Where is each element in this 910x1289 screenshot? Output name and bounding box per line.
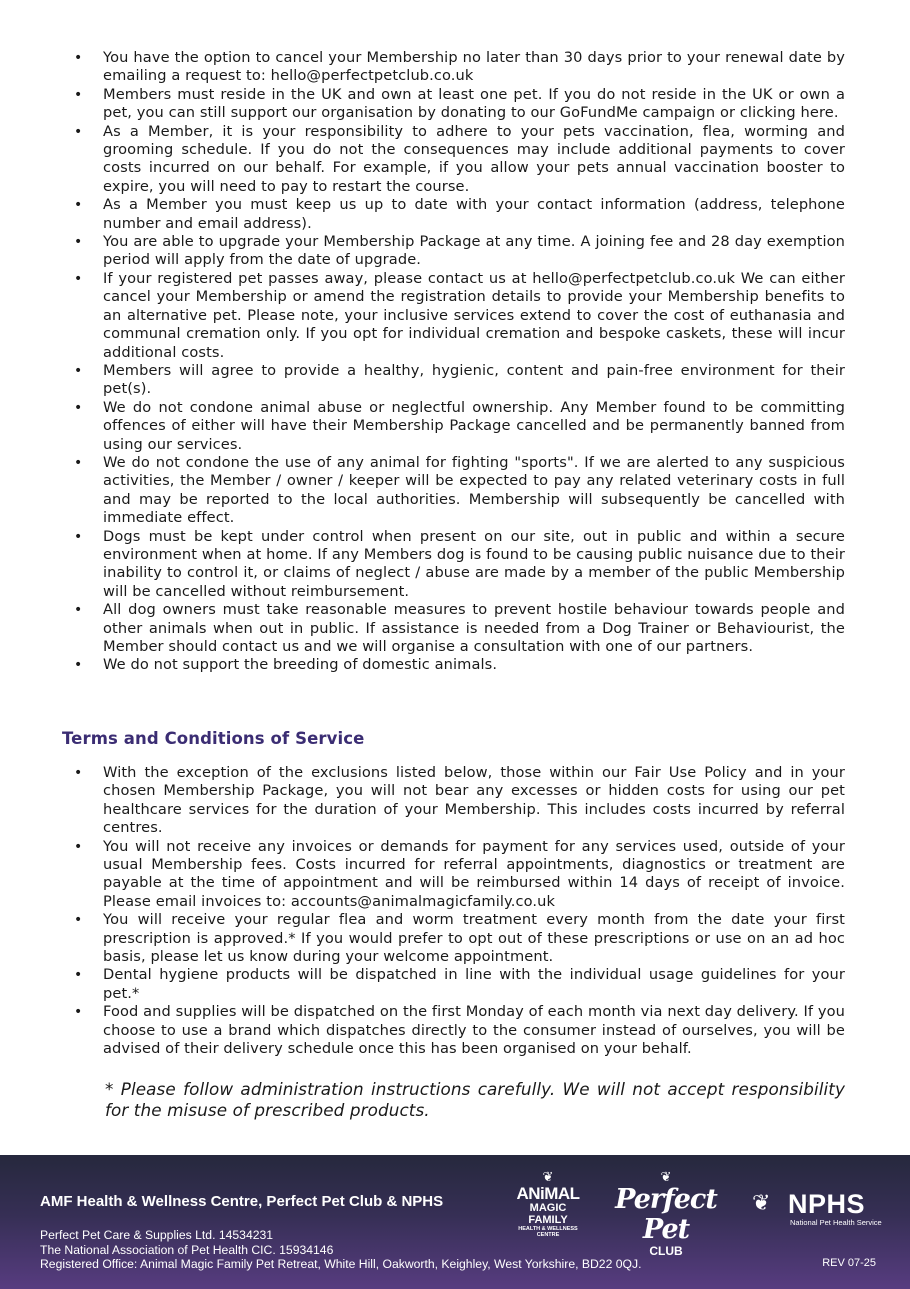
footer-line: Registered Office: Animal Magic Family Pet Retreat, White Hill, Oakworth, Keighley, West Yorkshire, BD22 0QJ.: [40, 1257, 642, 1272]
list-item: • If your registered pet passes away, please contact us at hello@perfectpetclub.co.uk We can either cancel your Membership or amend the registration details to provide your Membership benefits to an alternative pet. Please note, your inclusive services extend to cover the cost of euthanasia and communal cremation only. If you opt for individual cremation and bespoke caskets, these will incur additional costs.: [0, 270, 845, 362]
footer-line: The National Association of Pet Health CIC. 15934146: [40, 1242, 334, 1257]
footer-line: Perfect Pet Care & Supplies Ltd. 14534231: [40, 1228, 274, 1242]
list-item: • Dogs must be kept under control when present on our site, out in public and within a secure environment when at home. If any Members dog is found to be causing public nuisance due to their inability to control it, or claims of neglect / abuse are made by a member of the public Membership will be cancelled without reimbursement.: [0, 528, 845, 602]
list-item: • You are able to upgrade your Membership Package at any time. A joining fee and 28 day exemption period will apply from the date of upgrade.: [0, 233, 845, 270]
list-item: • Dental hygiene products will be dispatched in line with the individual usage guidelines for your pet.*: [0, 966, 845, 1003]
footer-title: AMF Health & Wellness Centre, Perfect Pet Club & NPHS: [40, 1193, 444, 1210]
list-item: • Members will agree to provide a healthy, hygienic, content and pain-free environment for their pet(s).: [0, 362, 845, 399]
perfect-pet-club-logo: ❦ Perfect Pet CLUB: [608, 1171, 724, 1258]
paw-heart-icon: ❦: [542, 1170, 554, 1185]
list-item: • We do not condone the use of any animal for fighting "sports". If we are alerted to any suspicious activities, the Member / owner / keeper will be expected to pay any related veterinary costs in full and may be reported to the local authorities. Membership will subsequently be cancelled with immediate effect.: [0, 454, 845, 528]
paw-heart-icon: ❦: [752, 1191, 771, 1216]
list-item: • All dog owners must take reasonable measures to prevent hostile behaviour towards people and other animals when out in public. If assistance is needed from a Dog Trainer or Behaviourist, the Member should contact us and we will organise a consultation with one of our partners.: [0, 601, 845, 656]
membership-terms-list: [0, 49, 910, 675]
list-item: • Members must reside in the UK and own at least one pet. If you do not reside in the UK or own a pet, you can still support our organisation by donating to our GoFundMe campaign or clicking here.: [0, 86, 845, 123]
list-item: • We do not support the breeding of domestic animals.: [0, 656, 845, 674]
revision-label: REV 07-25: [822, 1257, 876, 1269]
section-heading: Terms and Conditions of Service: [62, 729, 365, 748]
list-item: • You will not receive any invoices or demands for payment for any services used, outside of your usual Membership fees. Costs incurred for referral appointments, diagnostics or treatment are payable at the time of appointment and will be reimbursed within 14 days of receipt of invoice. Please email invoices to: accounts@animalmagicfamily.co.uk: [0, 838, 845, 912]
administration-note: * Please follow administration instructions carefully. We will not accept responsibility for the misuse of prescribed products.: [105, 1079, 845, 1120]
list-item: • As a Member you must keep us up to date with your contact information (address, telephone number and email address).: [0, 196, 845, 233]
list-item: • You have the option to cancel your Membership no later than 30 days prior to your renewal date by emailing a request to: hello@perfectpetclub.co.uk: [0, 49, 845, 86]
list-item: • We do not condone animal abuse or neglectful ownership. Any Member found to be committing offences of either will have their Membership Package cancelled and be permanently banned from using our services.: [0, 399, 845, 454]
footer: AMF Health & Wellness Centre, Perfect Pet Club & NPHS Perfect Pet Care & Supplies Ltd. 14534231 The National Association of Pet Health CIC. 15934146 Registered Office: Animal Magic Family Pet Retreat, White Hill, Oakworth, Keighley, West Yorkshire, BD22 0QJ. REV 07-25 ❦ ANiMAL MAGIC FAMILY HEALTH & WELLNESS CENTRE ❦ Perfect Pet CLUB ❦ NPHS National Pet Health Service: [0, 1155, 910, 1289]
list-item: • As a Member, it is your responsibility to adhere to your pets vaccination, flea, worming and grooming schedule. If you do not the consequences may include additional payments to cover costs incurred on our behalf. For example, if you allow your pets annual vaccination booster to expire, you will need to pay to restart the course.: [0, 123, 845, 197]
list-item: • Food and supplies will be dispatched on the first Monday of each month via next day delivery. If you choose to use a brand which dispatches directly to the consumer instead of ourselves, you will be advised of their delivery schedule once this has been organised on your behalf.: [0, 1003, 845, 1058]
list-item: • With the exception of the exclusions listed below, those within our Fair Use Policy and in your chosen Membership Package, you will not bear any excesses or hidden costs for using our pet healthcare services for the duration of your Membership. This includes costs incurred by referral centres.: [0, 764, 845, 838]
list-item: • You will receive your regular flea and worm treatment every month from the date your first prescription is approved.* If you would prefer to opt out of these prescriptions or use on an ad hoc basis, please let us know during your welcome appointment.: [0, 911, 845, 966]
service-terms-list: [0, 764, 910, 1059]
paw-heart-icon: ❦: [660, 1170, 672, 1185]
animal-magic-family-logo: ❦ ANiMAL MAGIC FAMILY HEALTH & WELLNESS CENTRE: [514, 1171, 582, 1238]
